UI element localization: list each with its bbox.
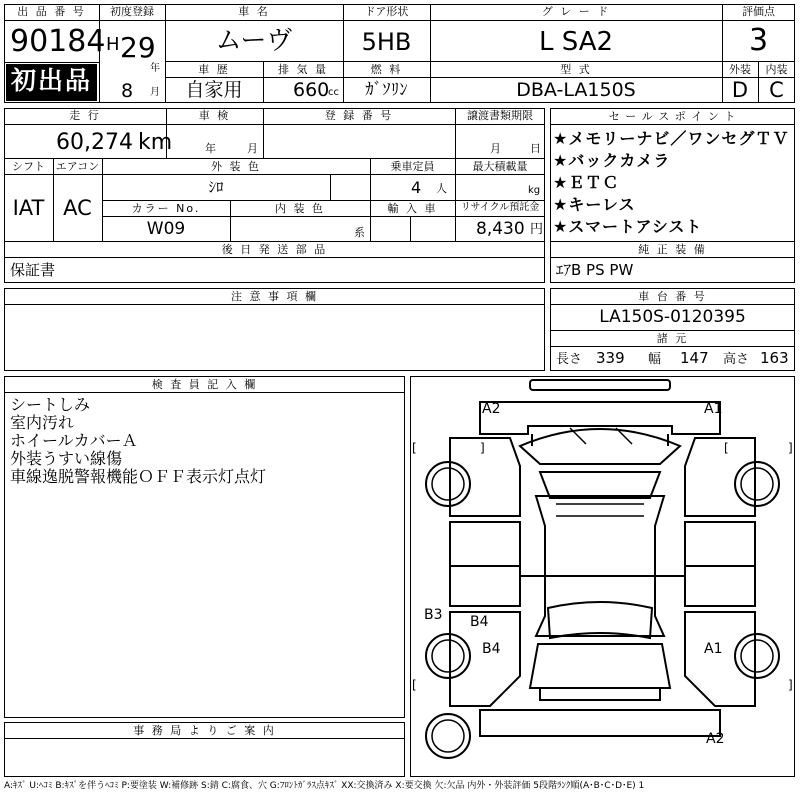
displacement-header: 排 気 量	[278, 63, 328, 76]
inspector-note-2: 室内汚れ	[10, 413, 75, 432]
color-header: 外 装 色	[211, 160, 261, 173]
recycle-header: リサイクル預託金	[460, 202, 540, 213]
inspection-month-unit: 月	[247, 142, 258, 155]
history-header: 車 歴	[198, 63, 230, 76]
inspector-note-4: 外装うすい線傷	[10, 449, 123, 468]
right-body-side	[685, 522, 755, 606]
damage-mark-a1-front: A1	[704, 401, 723, 417]
interior-grade: C	[769, 78, 784, 102]
transfer-month-unit: 月	[490, 142, 501, 155]
damage-mark-a1-rear: A1	[704, 641, 723, 657]
inspection-year-unit: 年	[205, 142, 216, 155]
reg-year: 29	[120, 31, 156, 64]
plate-header: 登 録 番 号	[324, 109, 394, 122]
height-label: 高さ	[723, 352, 750, 367]
left-bracket-close: ]	[480, 441, 485, 455]
ac-header: エアコン	[55, 160, 100, 173]
exterior-color: ｼﾛ	[208, 178, 224, 196]
office-header: 事 務 局 よ り ご 案 内	[133, 724, 276, 737]
transfer-day-unit: 日	[530, 142, 541, 155]
year-unit: 年	[150, 63, 160, 74]
right-bracket-close: ]	[788, 441, 793, 455]
right-front-fender	[685, 438, 755, 516]
right-bracket-open: [	[724, 441, 729, 455]
capacity-header: 乗車定員	[390, 160, 435, 173]
score-header: 評価点	[742, 5, 775, 18]
door-type: 5HB	[361, 28, 412, 56]
damage-mark-b4-upper: B4	[470, 614, 489, 630]
cabin	[536, 496, 664, 636]
car-name-header: 車 名	[238, 5, 270, 18]
sales-point-2: ★バックカメラ	[553, 151, 671, 170]
sales-point-3: ★ＥＴＣ	[553, 173, 620, 192]
grade-header: グ レ ー ド	[541, 5, 611, 18]
roof-panel	[530, 380, 670, 390]
auction-no: 90184	[10, 24, 106, 59]
inspector-note-1: シートしみ	[10, 395, 91, 414]
damage-mark-a2-front: A2	[482, 401, 501, 417]
color-no: W09	[146, 219, 186, 239]
side-bracket-right: ]	[788, 678, 793, 692]
month-unit: 月	[150, 87, 160, 98]
shift: IAT	[12, 196, 45, 220]
auction-no-header: 出 品 番 号	[17, 5, 86, 18]
fuel: ｶﾞｿﾘﾝ	[365, 80, 408, 100]
mileage-unit: km	[138, 130, 173, 155]
side-bracket-left: [	[412, 678, 417, 692]
inspector-note-5: 車線逸脱警報機能ＯＦＦ表示灯点灯	[10, 467, 267, 486]
left-front-fender	[450, 438, 520, 516]
fuel-header: 燃 料	[370, 63, 403, 76]
chassis-header: 車 台 番 号	[638, 290, 707, 303]
damage-mark-b3: B3	[424, 607, 443, 623]
car-name: ムーヴ	[215, 26, 293, 56]
reg-month: 8	[121, 80, 134, 102]
first-reg-header: 初度登録	[110, 5, 154, 18]
first-listing-label: 初出品	[10, 66, 92, 95]
left-body-side	[450, 522, 520, 606]
front-window	[540, 472, 660, 498]
int-color-header: 内 装 色	[275, 202, 325, 215]
mileage-header: 走 行	[69, 109, 101, 122]
sales-point-4: ★キーレス	[553, 195, 636, 214]
shift-header: シフト	[12, 160, 45, 173]
height: 163	[760, 349, 789, 367]
load-unit: kg	[528, 185, 541, 196]
notes-header: 注 意 事 項 欄	[231, 290, 318, 303]
damage-mark-b4-lower: B4	[482, 641, 501, 657]
right-rear-fender	[685, 612, 755, 706]
model-code-header: 型 式	[560, 63, 592, 76]
rear-window	[548, 602, 652, 638]
grade: L SA2	[538, 27, 614, 57]
model-code: DBA-LA150S	[516, 79, 636, 101]
legend: A:ｷｽﾞ U:ﾍｺﾐ B:ｷｽﾞを伴うﾍｺﾐ P:要塗装 W:補修跡 S:錆 C:腐食、穴 G:ﾌﾛﾝﾄｶﾞﾗｽ点ｷｽﾞ XX:交換済み X:要交換 欠:欠品 内外・外装評価 5段階ﾗﾝｸ順(A･B･C･D･E) 1	[4, 781, 645, 791]
length-label: 長さ	[556, 352, 583, 367]
sales-point-5: ★スマートアシスト	[553, 217, 703, 236]
inspector-header: 検 査 員 記 入 欄	[151, 378, 258, 391]
damage-mark-a2-rear: A2	[706, 731, 725, 747]
equipment: ｴｱB PS PW	[556, 261, 634, 279]
equipment-header: 純 正 装 備	[638, 243, 707, 256]
era: H	[106, 34, 120, 55]
rear-hatch	[530, 644, 670, 688]
ac: AC	[63, 196, 92, 220]
later-parts-header: 後 日 発 送 部 品	[221, 243, 328, 256]
width: 147	[680, 349, 709, 367]
displacement-unit: cc	[328, 87, 339, 98]
history: 自家用	[185, 79, 243, 101]
mileage: 60,274	[56, 130, 133, 155]
interior-header: 内装	[765, 63, 788, 76]
int-color-unit: 系	[354, 226, 365, 239]
load-header: 最大積載量	[472, 160, 528, 173]
dims-header: 諸 元	[656, 332, 689, 345]
width-label: 幅	[648, 352, 662, 367]
sales-point-1: ★メモリーナビ／ワンセグＴＶ	[553, 129, 790, 148]
score: 3	[748, 23, 769, 58]
displacement: 660	[293, 79, 330, 101]
sales-points-header: セ ー ル ス ポ イ ン ト	[608, 110, 737, 123]
recycle-amount: 8,430	[476, 219, 525, 239]
inspector-note-3: ホイールカバーＡ	[10, 431, 138, 450]
door-header: ドア形状	[364, 5, 409, 18]
rear-bumper	[480, 710, 720, 736]
rear-lights	[540, 688, 660, 700]
hood	[520, 429, 680, 464]
recycle-unit: 円	[530, 222, 544, 237]
import-header: 輸 入 車	[387, 202, 438, 215]
length: 339	[596, 349, 625, 367]
later-parts: 保証書	[10, 261, 56, 279]
car-diagram	[410, 376, 795, 777]
transfer-header: 譲渡書類期限	[467, 109, 533, 122]
chassis-no: LA150S-0120395	[599, 307, 746, 327]
inspection-header: 車 検	[198, 109, 231, 122]
exterior-header: 外装	[729, 63, 751, 76]
left-bracket-open: [	[412, 441, 417, 455]
capacity-unit: 人	[436, 182, 447, 195]
capacity: 4	[411, 178, 422, 197]
color-no-header: カラー No.	[131, 202, 201, 215]
exterior-grade: D	[731, 78, 749, 102]
